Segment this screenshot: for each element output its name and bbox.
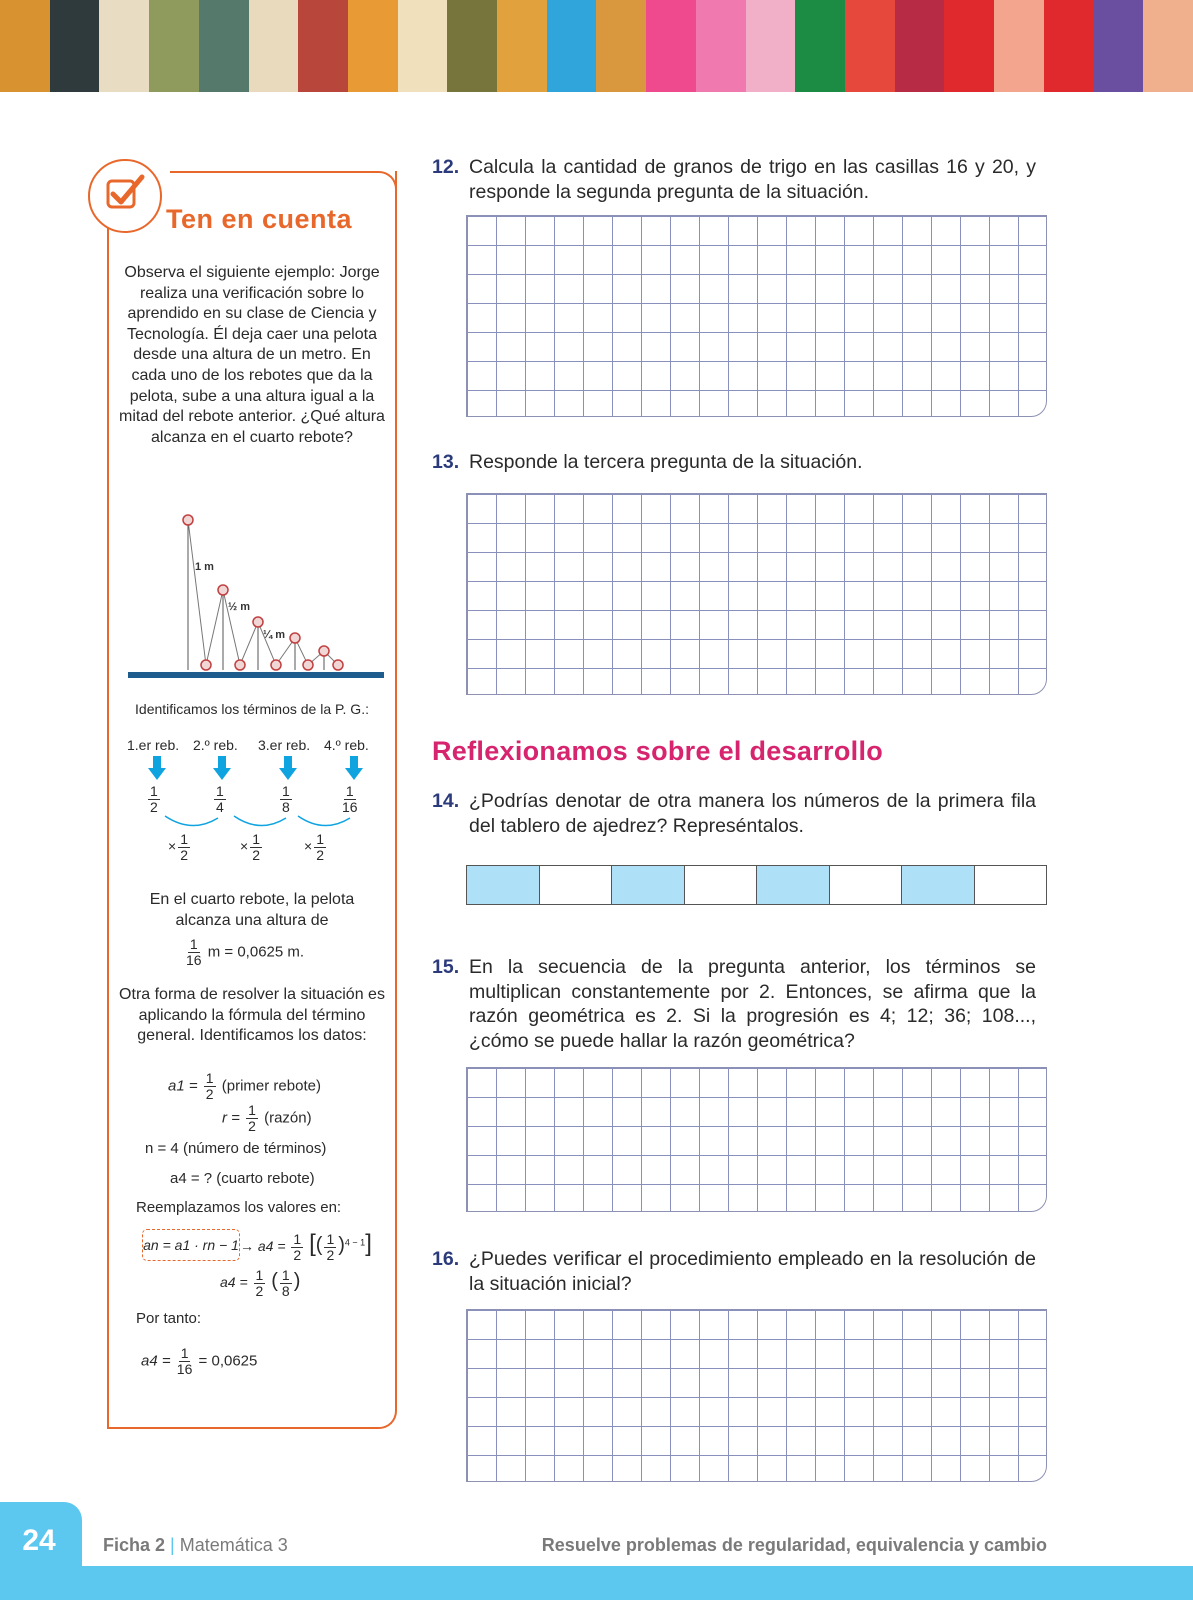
banner-stripe: [298, 0, 348, 92]
banner-stripe: [596, 0, 646, 92]
chess-cell: [467, 866, 540, 904]
banner-stripe: [1044, 0, 1094, 92]
general-term-formula: an = a1 · rn − 1: [142, 1229, 240, 1261]
banner-stripe: [646, 0, 696, 92]
tip-intro: Observa el siguiente ejemplo: Jorge realiza una verificación sobre lo aprendido en su clase de Ciencia y Tecnología. Él deja caer una pelota desde una altura de un metro. En cada uno de los rebotes que da la pelota, sube a una altura igual a la mitad del rebote anterior. ¿Qué altura alcanza en el cuarto rebote?: [119, 264, 385, 446]
other-way: Otra forma de resolver la situación es aplicando la fórmula del término general. Identificamos los datos:: [119, 986, 385, 1045]
term-3: $\frac{1}{8}$: [282, 783, 290, 815]
banner-stripe: [746, 0, 796, 92]
tip-title: Ten en cuenta: [166, 204, 353, 234]
data-a1: a1 = $\frac{1}{2}$ (primer rebote): [168, 1070, 321, 1102]
label-half-m: ½ m: [228, 601, 251, 613]
checkbox-check-icon: [88, 159, 162, 233]
section-title: Reflexionamos sobre el desarrollo: [432, 736, 884, 766]
banner-stripe: [497, 0, 547, 92]
banner-stripe: [944, 0, 994, 92]
chess-cell: [685, 866, 758, 904]
chess-cell: [975, 866, 1047, 904]
chess-cell: [540, 866, 613, 904]
banner-stripe: [447, 0, 497, 92]
banner-stripe: [398, 0, 448, 92]
banner-stripe: [696, 0, 746, 92]
term-4: $\frac{1}{16}$: [342, 783, 358, 815]
banner-stripe: [1143, 0, 1193, 92]
banner-stripe: [0, 0, 50, 92]
down-arrow-icon: [345, 756, 363, 780]
footer-bar: [0, 1566, 1193, 1600]
chess-cell: [902, 866, 975, 904]
multiplier-2: × $\frac{1}{2}$: [240, 831, 260, 863]
decorative-banner: [0, 0, 1193, 92]
down-arrow-icon: [213, 756, 231, 780]
banner-stripe: [99, 0, 149, 92]
page-number: 24: [22, 1524, 56, 1557]
rebound-3: 3.er reb.: [258, 737, 311, 753]
banner-stripe: [1093, 0, 1143, 92]
a4-step: a4 = $\frac{1}{2}$ ( $\frac{1}{8}$ ): [220, 1267, 301, 1299]
banner-stripe: [845, 0, 895, 92]
label-quarter-m: ¼ m: [263, 629, 286, 641]
identify-terms: Identificamos los términos de la P. G.:: [135, 701, 369, 717]
chess-cell: [757, 866, 830, 904]
data-r: r = $\frac{1}{2}$ (razón): [222, 1102, 312, 1134]
question-12: 12. Calcula la cantidad de granos de trigo en las casillas 16 y 20, y responde la segunda pregunta de la situación.: [432, 156, 1036, 203]
chess-cell: [830, 866, 903, 904]
data-n: n = 4 (número de términos): [145, 1140, 327, 1157]
banner-stripe: [199, 0, 249, 92]
banner-stripe: [50, 0, 100, 92]
question-15: 15. En la secuencia de la pregunta anterior, los términos se multiplican constantemente por 2. Entonces, se afirma que la razón geométrica es 2. Si la progresión es 4; 12; 36; 108..., ¿cómo se puede hallar la razón geométrica?: [432, 956, 1036, 1052]
label-1m: 1 m: [195, 561, 214, 573]
chessboard-row: [466, 865, 1047, 905]
replace-values: Reemplazamos los valores en:: [136, 1199, 342, 1216]
banner-stripe: [895, 0, 945, 92]
answer-grid-15[interactable]: [466, 1067, 1047, 1212]
banner-stripe: [547, 0, 597, 92]
data-a4: a4 = ? (cuarto rebote): [170, 1170, 315, 1187]
answer-grid-13[interactable]: [466, 493, 1047, 695]
rebound-1: 1.er reb.: [127, 737, 180, 753]
final-result: a4 = $\frac{1}{16}$ = 0,0625: [141, 1345, 258, 1377]
chess-cell: [612, 866, 685, 904]
down-arrow-icon: [148, 756, 166, 780]
tip-box-top-border: [170, 171, 397, 201]
term-2: $\frac{1}{4}$: [216, 783, 224, 815]
answer-grid-16[interactable]: [466, 1309, 1047, 1482]
ratio-arrows: [160, 812, 360, 832]
bounce-diagram: [128, 510, 386, 682]
question-16: 16. ¿Puedes verificar el procedimiento empleado en la resolución de la situación inicial?: [432, 1248, 1036, 1295]
multiplier-1: × $\frac{1}{2}$: [168, 831, 188, 863]
rebound-4: 4.º reb.: [324, 737, 369, 753]
question-14: 14. ¿Podrías denotar de otra manera los números de la primera fila del tablero de ajedrez? Represéntalos.: [432, 790, 1036, 837]
conclusion-result: $\frac{1}{16}$ m = 0,0625 m.: [186, 936, 305, 968]
multiplier-3: × $\frac{1}{2}$: [304, 831, 324, 863]
down-arrow-icon: [279, 756, 297, 780]
conclusion: En el cuarto rebote, la pelota alcanza una altura de: [149, 891, 355, 929]
banner-stripe: [348, 0, 398, 92]
banner-stripe: [795, 0, 845, 92]
answer-grid-12[interactable]: [466, 215, 1047, 417]
therefore: Por tanto:: [136, 1310, 202, 1327]
formula-substitution: → a4 = $\frac{1}{2}$ [( $\frac{1}{2}$ )$^{4 - 1}$]: [240, 1230, 372, 1263]
question-13: 13. Responde la tercera pregunta de la situación.: [432, 451, 863, 473]
footer-ficha: Ficha 2 | Matemática 3: [103, 1535, 288, 1555]
rebound-2: 2.º reb.: [193, 737, 238, 753]
banner-stripe: [149, 0, 199, 92]
banner-stripe: [994, 0, 1044, 92]
footer-topic: Resuelve problemas de regularidad, equivalencia y cambio: [541, 1535, 1047, 1555]
term-1: $\frac{1}{2}$: [150, 783, 158, 815]
banner-stripe: [249, 0, 299, 92]
